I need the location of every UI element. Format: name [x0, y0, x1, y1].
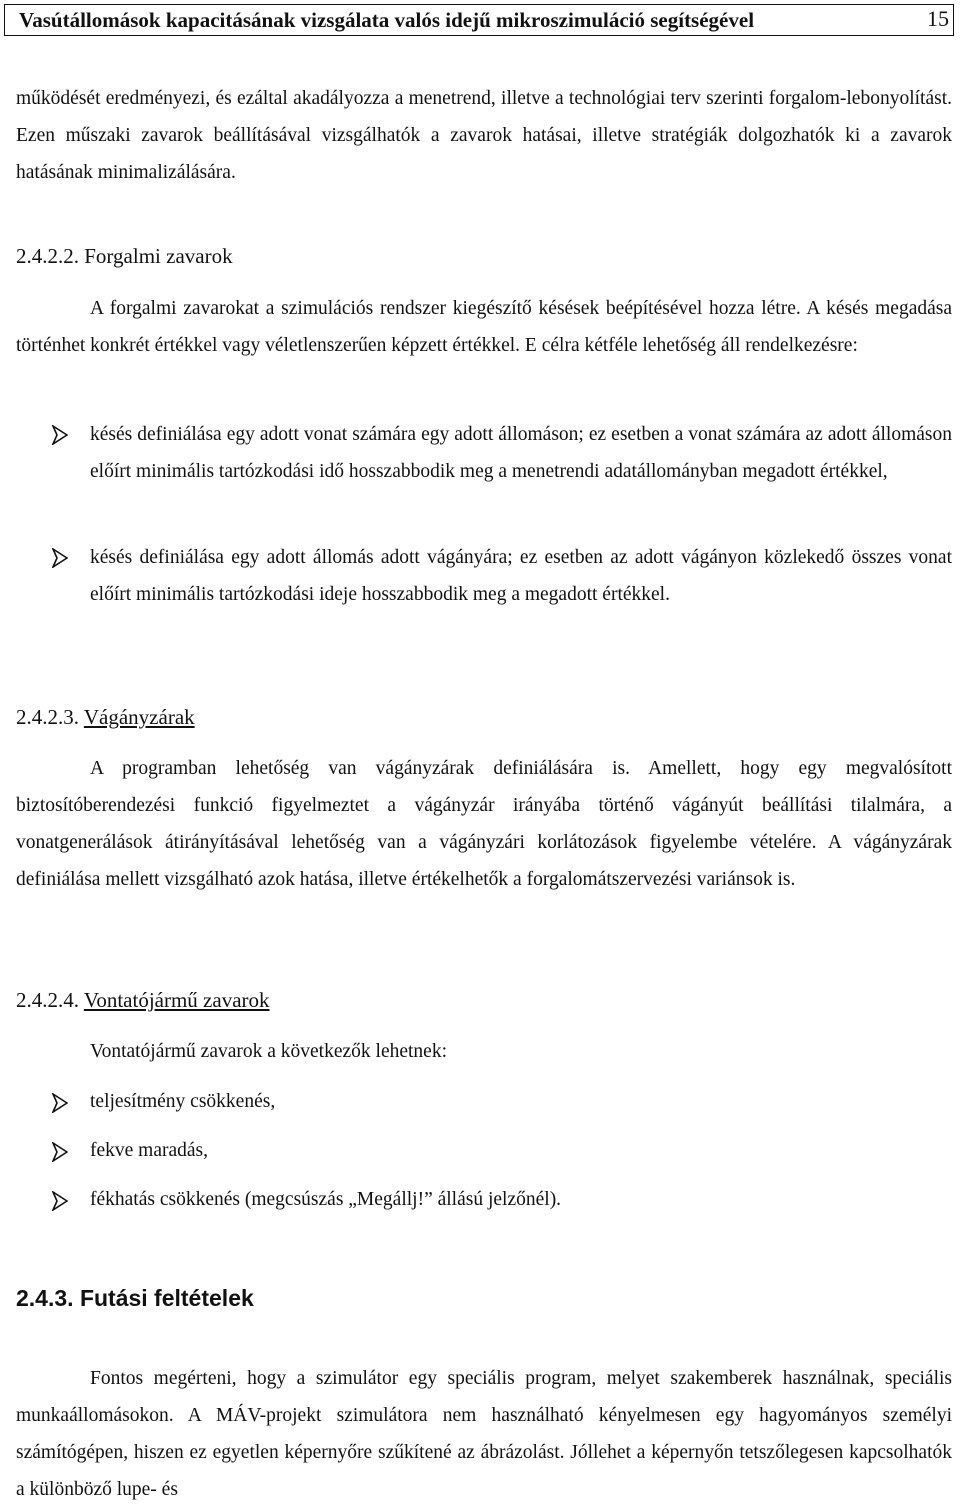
section-heading-243 — [16, 1285, 254, 1312]
section-number: 2.4.2.3. — [16, 705, 79, 729]
arrowhead-bullet-icon — [52, 1093, 68, 1113]
section-title: Forgalmi zavarok — [84, 244, 233, 268]
section-title: Futási feltételek — [79, 1285, 254, 1311]
section-2423-paragraph: A programban lehetőség van vágányzárak definiálására is. Amellett, hogy egy megvalósított biztosítóberendezési funkció figyelmeztet a vágányzár irányába történő vágányút beállítási tilalmára, a vonatgenerálások átirányításával lehetőség van a vágányzári korlátozások figyelembe vételére. A vágányzárak definiálása mellett vizsgálható azok hatása, illetve értékelhetők a forgalomátszervezési variánsok is. — [16, 758, 952, 890]
list-item: késés definiálása egy adott vonat számára egy adott állomáson; ez esetben a vonat számára az adott állomáson előírt minimális tartózkodási idő hosszabbodik meg a menetrendi adatállományban megadott értékkel, — [90, 424, 952, 482]
section-2422-paragraph: A forgalmi zavarokat a szimulációs rendszer kiegészítő késések beépítésével hozza létre. A késés megadása történhet konkrét értékkel vagy véletlenszerűen képzett értékkel. E célra kétféle lehetőség áll rendelkezésre: — [16, 298, 952, 356]
list-item: fékhatás csökkenés (megcsúszás „Megállj!” állású jelzőnél). — [90, 1189, 562, 1210]
header-title: Vasútállomások kapacitásának vizsgálata valós idejű mikroszimuláció segítségével — [19, 8, 755, 32]
page-number: 15 — [927, 6, 949, 31]
page-header — [4, 4, 954, 36]
list-item: fekve maradás, — [90, 1140, 209, 1161]
section-number: 2.4.3. — [16, 1285, 74, 1311]
arrowhead-bullet-icon — [52, 1191, 68, 1211]
section-title: Vágányzárak — [83, 705, 195, 729]
section-number: 2.4.2.4. — [16, 988, 79, 1012]
list-item: teljesítmény csökkenés, — [90, 1091, 276, 1112]
arrowhead-bullet-icon — [52, 425, 68, 445]
section-heading-2424 — [16, 988, 270, 1013]
list-item: késés definiálása egy adott állomás adott vágányára; ez esetben az adott vágányon közlekedő összes vonat előírt minimális tartózkodási ideje hosszabbodik meg a megadott értékkel. — [90, 547, 952, 605]
section-2424-intro: Vontatójármű zavarok a következők lehetnek: — [90, 1041, 448, 1062]
section-243-paragraph: Fontos megérteni, hogy a szimulátor egy speciális program, melyet szakemberek használnak, speciális munkaállomásokon. A MÁV-projekt szimulátora nem használható kényelmesen egy hagyományos személyi számítógépen, hiszen ez egyetlen képernyőre szűkítené az ábrázolást. Jóllehet a képernyőn tetszőlegesen kapcsolhatók a különböző lupe- és — [16, 1368, 952, 1500]
section-heading-2422 — [16, 244, 233, 269]
section-title: Vontatójármű zavarok — [83, 988, 270, 1012]
arrowhead-bullet-icon — [52, 1142, 68, 1162]
section-heading-2423 — [16, 705, 195, 730]
section-number: 2.4.2.2. — [16, 244, 79, 268]
intro-paragraph: működését eredményezi, és ezáltal akadályozza a menetrend, illetve a technológiai terv szerinti forgalom-lebonyolítást. Ezen műszaki zavarok beállításával vizsgálhatók a zavarok hatásai, illetve stratégiák dolgozhatók ki a zavarok hatásának minimalizálására. — [16, 88, 952, 183]
arrowhead-bullet-icon — [52, 548, 68, 568]
